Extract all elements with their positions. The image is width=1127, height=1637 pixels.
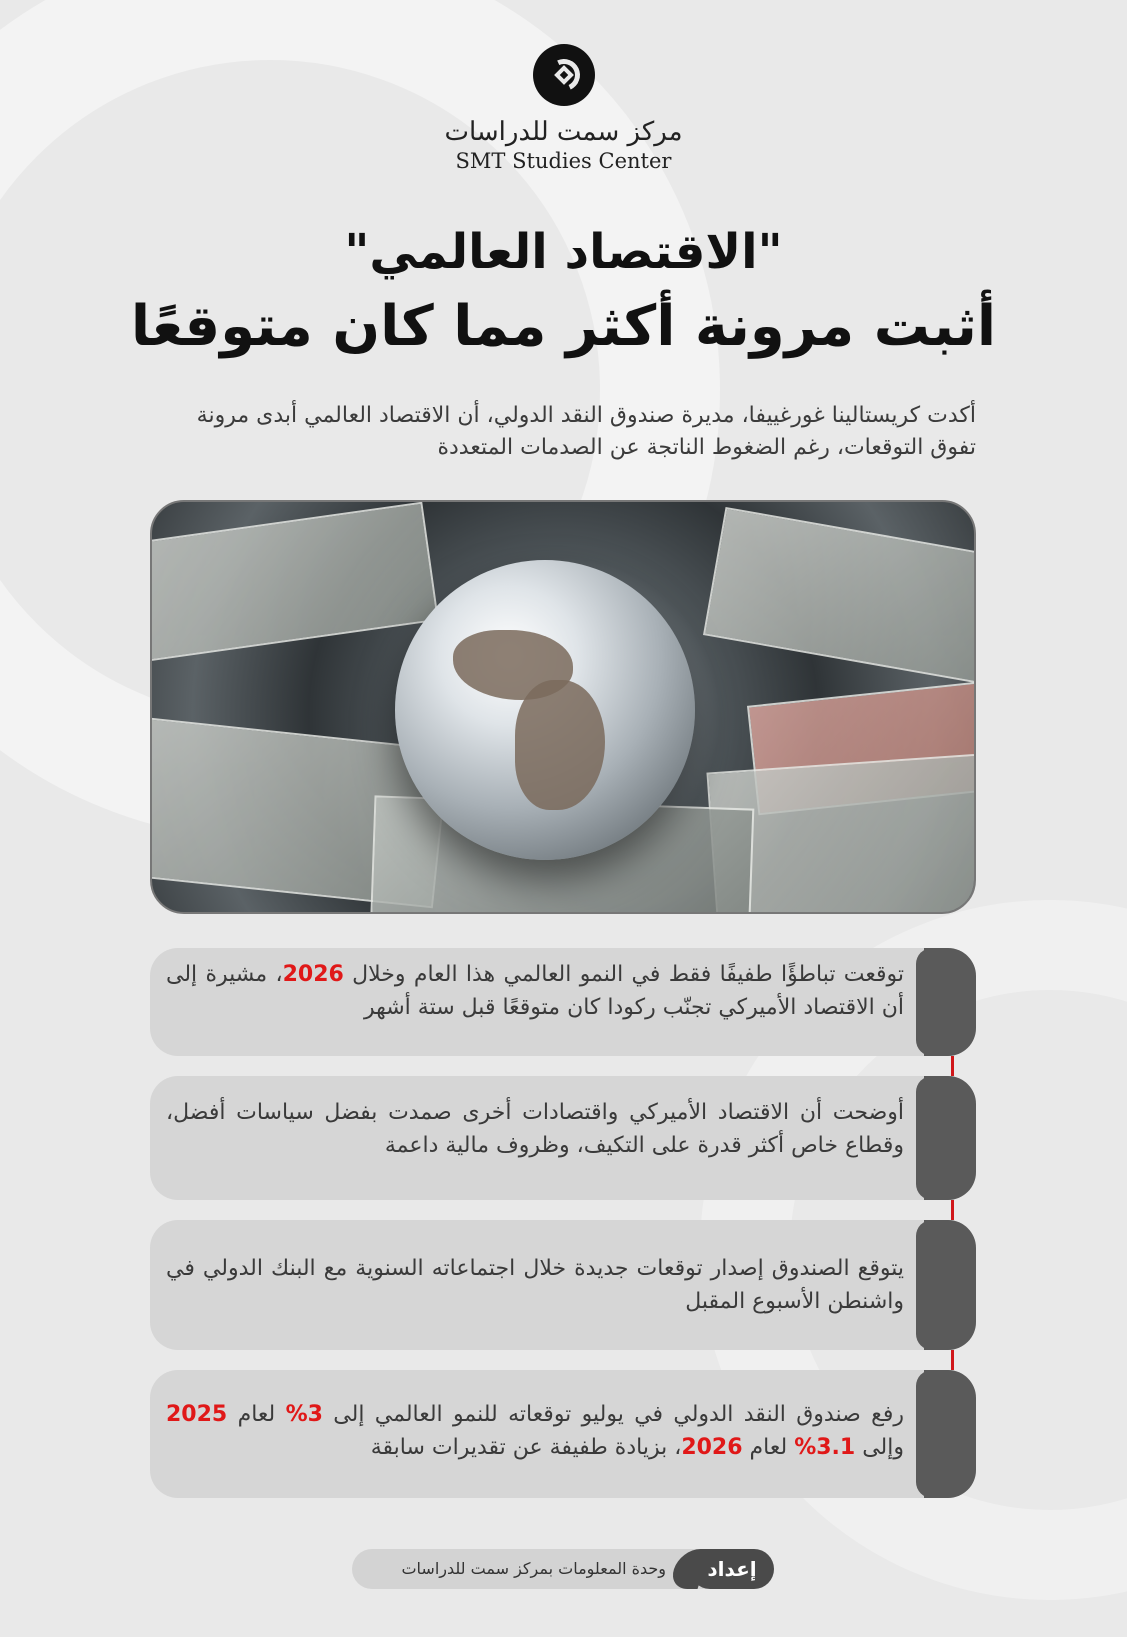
highlight-percent: 3.1% <box>794 1435 856 1460</box>
timeline-connector <box>951 1200 954 1220</box>
brand-header <box>0 44 1127 173</box>
point-text-3: يتوقع الصندوق إصدار توقعات جديدة خلال اجتماعاته السنوية مع البنك الدولي في واشنطن الأسبوع المقبل <box>166 1256 904 1314</box>
point-card-1 <box>150 948 976 1056</box>
point-text-2: أوضحت أن الاقتصاد الأميركي واقتصادات أخرى صمدت بفضل سياسات أفضل، وقطاع خاص أكثر قدرة على التكيف، وظروف مالية داعمة <box>166 1100 904 1158</box>
point-text-1 <box>166 958 904 1024</box>
point-text-segment: لعام <box>227 1402 286 1427</box>
point-card-2 <box>150 1076 976 1200</box>
card-tab <box>924 1076 976 1200</box>
title-line-2: أثبت مرونة أكثر مما كان متوقعًا <box>130 294 997 359</box>
card-tab <box>924 1220 976 1350</box>
timeline-connector <box>951 1056 954 1076</box>
timeline-connector <box>951 1350 954 1370</box>
highlight-percent: 3% <box>285 1402 323 1427</box>
highlight-year: 2025 <box>166 1402 228 1427</box>
point-text-segment: توقعت تباطؤًا طفيفًا فقط في النمو العالمي هذا العام وخلال <box>343 962 904 987</box>
point-text-segment: رفع صندوق النقد الدولي في يوليو توقعاته للنمو العالمي إلى <box>322 1402 904 1427</box>
brand-name-arabic: مركز سمت للدراسات <box>444 117 683 147</box>
brand-name-english: SMT Studies Center <box>455 148 672 173</box>
point-text-segment: ، بزيادة طفيفة عن تقديرات سابقة <box>370 1435 682 1460</box>
card-tab <box>924 948 976 1056</box>
point-text-segment: لعام <box>742 1435 795 1460</box>
credits-label <box>690 1549 774 1589</box>
smt-logo-icon <box>533 44 595 106</box>
highlight-year: 2026 <box>681 1435 743 1460</box>
card-tab <box>924 1370 976 1498</box>
highlight-year: 2026 <box>282 962 344 987</box>
title-line-1: "الاقتصاد العالمي" <box>344 224 783 280</box>
credits-label-text: إعداد <box>707 1557 757 1581</box>
dollar-bill <box>150 502 439 663</box>
point-card-3 <box>150 1220 976 1350</box>
point-card-4 <box>150 1370 976 1498</box>
point-text-segment: ، مشيرة إلى أن الاقتصاد الأميركي تجنّب ركودا كان متوقعًا قبل ستة أشهر <box>166 962 904 1020</box>
dollar-bill <box>703 507 976 687</box>
glass-globe <box>395 560 695 860</box>
globe-on-dollar-bills-image <box>150 500 976 914</box>
page-title <box>80 220 1047 370</box>
credits-footer <box>352 1549 774 1589</box>
continent-shape <box>515 680 605 810</box>
credits-value: وحدة المعلومات بمركز سمت للدراسات <box>401 1559 666 1578</box>
point-text-4 <box>166 1398 904 1464</box>
intro-paragraph: أكدت كريستالينا غورغييفا، مديرة صندوق النقد الدولي، أن الاقتصاد العالمي أبدى مرونة تفوق التوقعات، رغم الضغوط الناتجة عن الصدمات المتعددة <box>196 403 976 460</box>
point-text-segment: وإلى <box>855 1435 904 1460</box>
